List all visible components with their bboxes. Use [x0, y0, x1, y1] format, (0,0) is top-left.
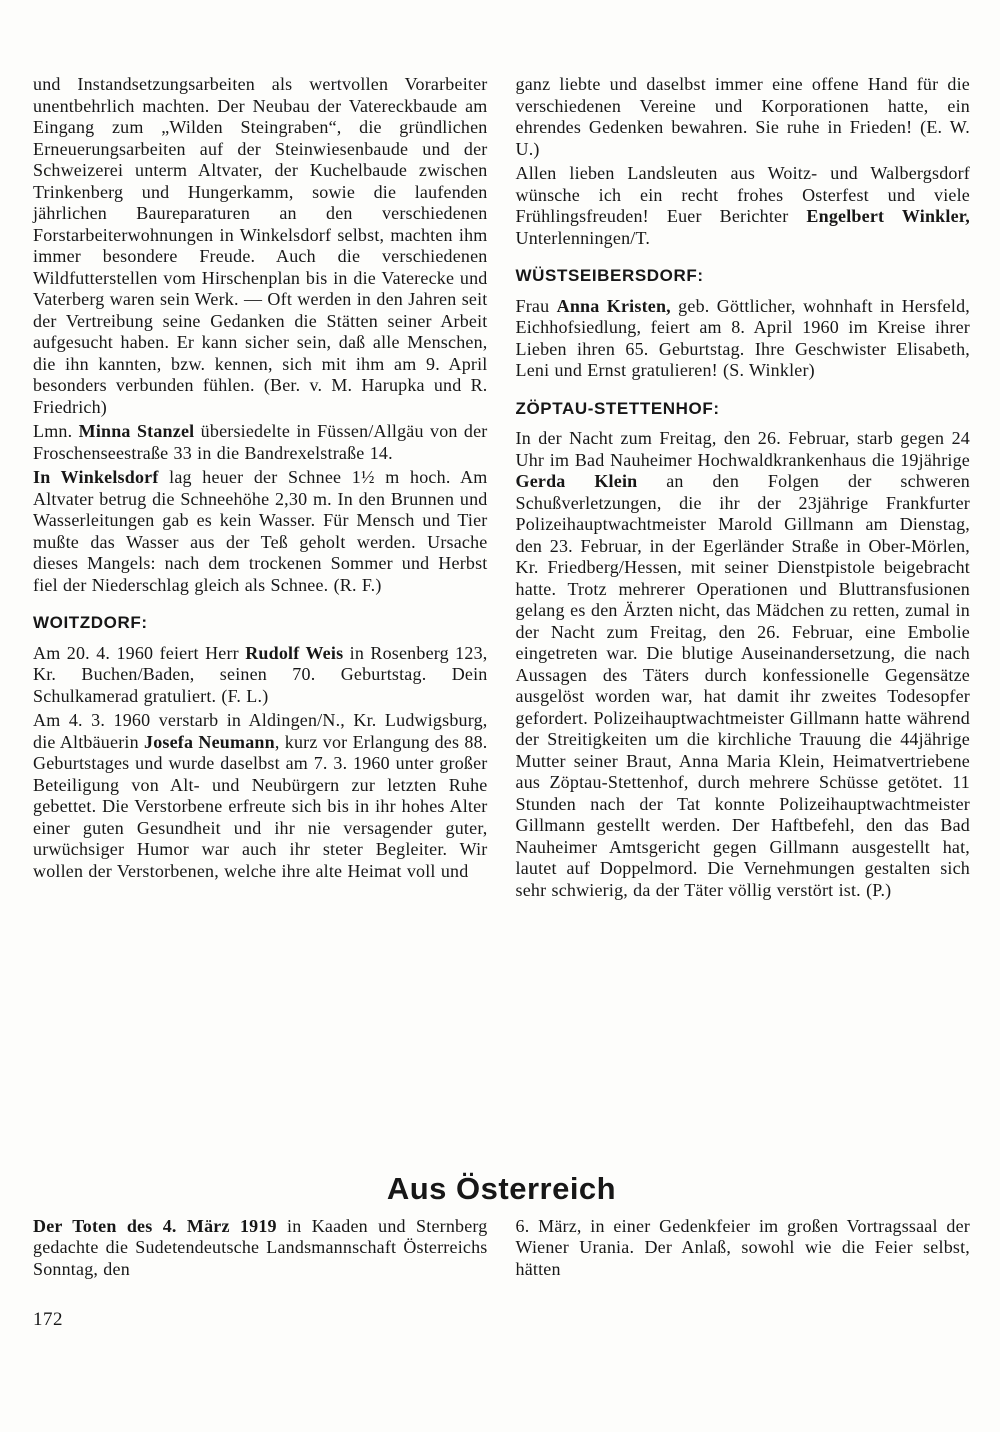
body-text: Allen lieben Landsleuten aus Woitz- und Walbergsdorf wünsche ich ein recht frohes Osterfest und viele Frühlingsfreuden! Euer Berichter	[515, 163, 970, 226]
bold-text: Anna Kristen,	[556, 295, 671, 316]
section-header	[33, 612, 488, 634]
body-text: in Rosenberg 123, Kr. Buchen/Baden, seinen 70. Geburtstag. Dein Schulkamerad gratuliert. (F. L.)	[33, 642, 488, 706]
bold-text: In Winkelsdorf	[33, 467, 159, 487]
body-text: 6. März, in einer Gedenkfeier im großen Vortragssaal der Wiener Urania. Der Anlaß, sowohl wie die Feier selbst, hätten	[515, 1215, 970, 1279]
bold-text: Engelbert Winkler,	[806, 206, 970, 226]
body-text: In der Nacht zum Freitag, den 26. Februar, starb gegen 24 Uhr im Bad Nauheimer Hochwaldkrankenhaus die 19jährige	[515, 428, 970, 470]
body-text: ganz liebte und daselbst immer eine offene Hand für die verschiedenen Vereine und Korporationen hatte, ein ehrendes Gedenken bewahren. Sie ruhe in Frieden! (E. W. U.)	[515, 74, 970, 159]
body-text: übersiedelte in Füssen/Allgäu von der Froschenseestraße 33 in die Bandrexelstraße 14.	[33, 421, 488, 463]
body-text: an den Folgen der schweren Schußverletzungen, die ihr der 23jährige Frankfurter Polizeihauptwachtmeister Marold Gillmann am Dienstag, den 23. Februar, in der Egerländer Straße in Ober-Mörlen, Kr. Friedberg/Hessen, mit seiner Dienstpistole beigebracht hatte. Trotz mehrerer Operationen und Bluttransfusionen gelang es den Ärzten nicht, das Mädchen zu retten, zumal in der Nacht zum Freitag, den 26. Februar, eine Embolie eingetreten war. Die blutige Auseinandersetzung, die nach Aussagen des Täters durch konfessionelle Gegensätze ausgelöst worden war, hat damit ihr zweites Todesopfer gefordert. Polizeihauptwachtmeister Gillmann hatte während der Streitigkeiten um die kirchliche Trauung die 44jährige Mutter seiner Braut, Anna Maria Klein, Heimatvertriebene aus Zöptau-Stettenhof, durch mehrere Schüsse getötet. 11 Stunden nach der Tat konnte Polizeihauptwachtmeister Gillmann gestellt werden. Der Haftbefehl, den das Bad Nauheimer Amtsgericht gegen Gillmann ausgestellt hat, lautet auf Doppelmord. Die Vernehmungen gestalten sich sehr schwierig, da der Täter völlig verstört ist. (P.)	[515, 471, 970, 900]
austria-section-content	[33, 1216, 970, 1284]
bold-text: Der Toten des 4. März 1919	[33, 1215, 277, 1236]
body-text: Am 20. 4. 1960 feiert Herr	[33, 642, 246, 663]
body-text: und Instandsetzungsarbeiten als wertvollen Vorarbeiter unentbehrlich machten. Der Neubau der Vatereckbaude am Eingang zum „Wilden Steingraben“, die gründlichen Erneuerungsarbeiten auf der Steinwiesenbaude und der Schweizerei unterm Altvater, der Kuchelbaude zwischen Trinkenberg und Hungerkamm, sowie die laufenden jährlichen Baureparaturen an den verschiedenen Forstarbeiterwohnungen in Winkelsdorf selbst, machten ihm immer besondere Freude. Auch die verschiedenen Wildfutterstellen vom Hirschenplan bis in die Vaterecke und Vaterberg waren sein Werk. — Oft werden in den Jahren seit der Vertreibung seine Gedanken die Stätten seiner Arbeit aufgesucht haben. Er kann sicher sein, daß alle Menschen, die ihn kannten, bzw. kennen, sich mit ihm am 9. April besonders verbunden fühlen. (Ber. v. M. Harupka und R. Friedrich)	[33, 74, 488, 417]
paragraph	[516, 296, 971, 382]
body-text: in Kaaden und Sternberg gedachte die Sudetendeutsche Landsmannschaft Österreichs Sonntag, den	[33, 1215, 488, 1279]
body-text: Frau	[515, 295, 557, 316]
austria-left-column	[33, 1216, 488, 1284]
body-text: Am 4. 3. 1960 verstarb in Aldingen/N., Kr. Ludwigsburg, die Altbäuerin	[33, 710, 488, 752]
body-text: , kurz vor Erlangung des 88. Geburtstages und wurde daselbst am 7. 3. 1960 unter großer Beteiligung von Alt- und Neubürgern zur letzten Ruhe gebettet. Die Verstorbene erfreute sich bis in ihr hohes Alter einer guten Gesundheit und ihr nie versagender guter, urwüchsiger Humor war auch ihr steter Begleiter. Wir wollen der Verstorbenen, welche ihre alte Heimat voll und	[33, 731, 488, 881]
bold-text: Gerda Klein	[515, 471, 638, 491]
paragraph	[516, 1216, 971, 1281]
body-text: Unterlenningen/T.	[515, 227, 651, 248]
paragraph	[33, 1216, 488, 1281]
section-header	[516, 265, 971, 287]
paragraph	[516, 74, 971, 160]
body-text: Lmn.	[33, 421, 79, 441]
austria-section-heading: Aus Österreich	[386, 1171, 617, 1206]
paragraph	[516, 428, 971, 901]
paragraph	[33, 643, 488, 708]
body-text: ZÖPTAU-STETTENHOF:	[515, 398, 720, 418]
paragraph	[33, 467, 488, 596]
austria-right-column	[516, 1216, 971, 1284]
section-header	[516, 398, 971, 420]
page-number: 172	[33, 1309, 63, 1330]
bold-text: Josefa Neumann	[144, 731, 275, 752]
body-text: lag heuer der Schnee 1½ m hoch. Am Altvater betrug die Schneehöhe 2,30 m. In den Brunnen und Wasserleitungen gab es kein Wasser. Für Mensch und Tier mußte das Wasser aus der Teß geholt werden. Ursache dieses Mangels: nach dem trockenen Sommer und Herbst fiel der Niederschlag gleich als Schnee. (R. F.)	[33, 467, 488, 595]
paragraph	[516, 163, 971, 249]
main-right-column	[516, 74, 971, 904]
paragraph	[33, 74, 488, 418]
main-left-column	[33, 74, 488, 885]
paragraph	[33, 710, 488, 882]
paragraph	[33, 421, 488, 464]
body-text: WÜSTSEIBERSDORF:	[515, 266, 704, 285]
body-text: WOITZDORF:	[33, 613, 148, 632]
body-text: geb. Göttlicher, wohnhaft in Hersfeld, Eichhofsiedlung, feiert am 8. April 1960 im Kreise ihrer Lieben ihren 65. Geburtstag. Ihre Geschwister Elisabeth, Leni und Ernst gratulieren! (S. Winkler)	[515, 295, 970, 380]
bold-text: Rudolf Weis	[245, 642, 344, 663]
bold-text: Minna Stanzel	[78, 421, 195, 441]
main-content	[33, 74, 970, 1158]
